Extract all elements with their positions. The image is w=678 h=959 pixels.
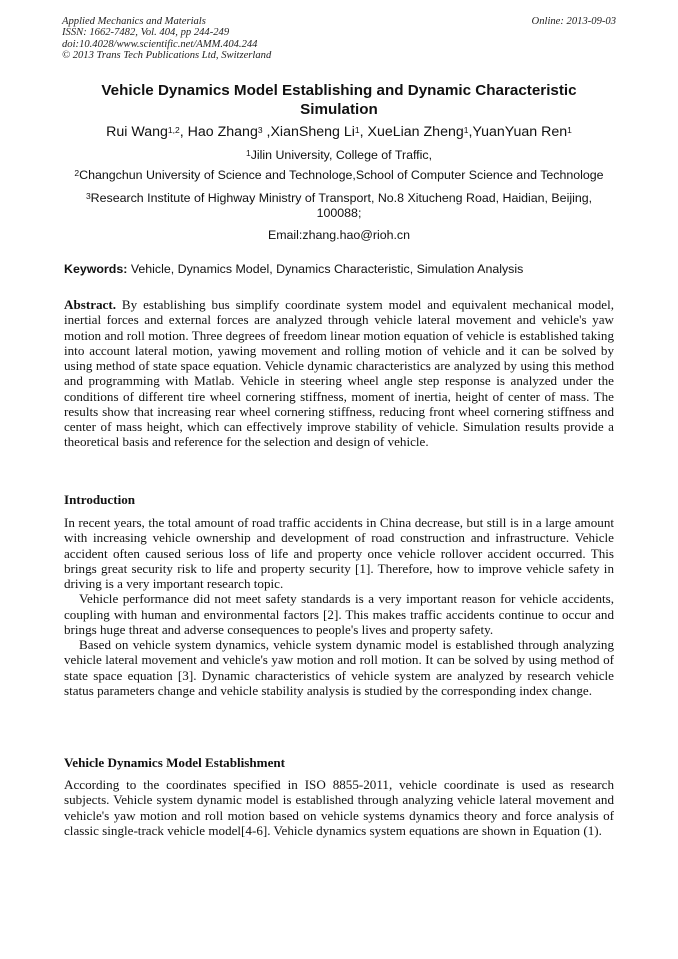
paragraph: Based on vehicle system dynamics, vehicle system dynamic model is established through analyzing vehicle lateral movement and vehicle's yaw motion and roll motion. It can be solved by using method of state space equation [3]. Dynamic characteristics of vehicle system are analyzed by research vehicle status parameters change and vehicle stability analysis is studied by the corresponding index change. xyxy=(64,637,614,698)
doi-line[interactable]: doi:10.4028/www.scientific.net/AMM.404.244 xyxy=(62,38,258,50)
author-affiliation-mark: 1 xyxy=(567,125,572,135)
author-affiliation-mark: 3 xyxy=(257,125,263,135)
abstract-label: Abstract. xyxy=(64,297,116,312)
author-affiliation-mark: 1 xyxy=(354,125,360,135)
author-affiliation-mark: 1,2 xyxy=(167,125,180,135)
affiliation-mark: 3 xyxy=(85,191,91,201)
author-separator: , xyxy=(359,124,368,140)
title-line-2: Simulation xyxy=(300,101,378,118)
affiliation-mark: 2 xyxy=(74,168,80,178)
affiliation-text: Changchun University of Science and Technologe,School of Computer Science and Technologe xyxy=(79,168,604,182)
author-list xyxy=(64,123,614,141)
author-name: XianSheng Li xyxy=(270,124,355,140)
section-heading-model: Vehicle Dynamics Model Establishment xyxy=(64,755,286,770)
affiliation-3 xyxy=(64,191,614,222)
author-separator: , xyxy=(179,124,188,140)
title-line-1: Vehicle Dynamics Model Establishing and Dynamic Characteristic xyxy=(101,82,577,99)
abstract-text: By establishing bus simplify coordinate system model and equivalent mechanical model, inertial forces and external forces are analyzed through vehicle lateral movement and vehicle's yaw motion and roll motion. Three degrees of freedom linear motion equation of vehicle is established taking into account lateral motion, yawing movement and rolling motion of vehicle and it can be solved by using method of state space equation. Vehicle dynamic characteristics are analyzed by using this method and programming with Matlab. Vehicle in steering wheel angle step response is analyzed under the conditions of different tire wheel cornering stiffness, moment of inertia, height of center of mass. The results show that increasing rear wheel cornering stiffness, reducing front wheel cornering stiffness and center of mass height, which can effectively improve stability of vehicle. Simulation results provide a theoretical basis and reference for the selection and design of vehicle. xyxy=(64,297,614,450)
author-separator: , xyxy=(468,124,473,140)
journal-header xyxy=(62,16,616,62)
paper-title xyxy=(64,81,614,119)
affiliation-text: Research Institute of Highway Ministry of Transport, No.8 Xitucheng Road, Haidian, Beijing, 100088; xyxy=(90,191,593,221)
journal-name: Applied Mechanics and Materials xyxy=(62,16,206,27)
keywords xyxy=(64,262,614,277)
model-section xyxy=(64,777,614,838)
issn-line: ISSN: 1662-7482, Vol. 404, pp 244-249 xyxy=(62,27,230,39)
author-name: YuanYuan Ren xyxy=(472,124,568,140)
introduction-section xyxy=(64,515,614,698)
keywords-label: Keywords: xyxy=(64,262,128,276)
author-name: XueLian Zheng xyxy=(367,124,464,140)
author-affiliation-mark: 1 xyxy=(463,125,469,135)
copyright-line: © 2013 Trans Tech Publications Ltd, Switzerland xyxy=(62,50,272,62)
author-separator: , xyxy=(262,124,271,140)
online-date: Online: 2013-09-03 xyxy=(531,16,616,27)
affiliation-mark: 1 xyxy=(245,148,251,158)
section-heading-introduction: Introduction xyxy=(64,492,136,507)
paragraph: According to the coordinates specified in ISO 8855-2011, vehicle coordinate is used as research subjects. Vehicle system dynamic model is established through analyzing vehicle lateral movement and vehicle's yaw motion and roll motion based on vehicle systems dynamics theory and force analysis of classic single-track vehicle model[4-6]. Vehicle dynamics system equations are shown in Equation (1). xyxy=(64,777,614,838)
affiliation-2 xyxy=(64,168,614,183)
paragraph: Vehicle performance did not meet safety standards is a very important reason for vehicle accidents, coupling with human and environmental factors [2]. This makes traffic accidents continue to occur and brings huge threat and adverse consequences to people's lives and property safety. xyxy=(64,591,614,637)
author-name: Rui Wang xyxy=(106,124,168,140)
abstract xyxy=(64,297,614,450)
contact-email[interactable]: Email:zhang.hao@rioh.cn xyxy=(267,228,411,242)
affiliation-text: Jilin University, College of Traffic, xyxy=(250,148,433,162)
keywords-text: Vehicle, Dynamics Model, Dynamics Characteristic, Simulation Analysis xyxy=(130,262,524,276)
paragraph: In recent years, the total amount of road traffic accidents in China decrease, but still is in a large amount with increasing vehicle ownership and development of road construction and infrastructure. Vehicle accident often caused serious loss of life and property once vehicle rollover accident occurred. This brings great security risk to life and property security [1]. Therefore, how to improve vehicle safety in driving is a very important research topic. xyxy=(64,515,614,591)
affiliation-1 xyxy=(64,148,614,163)
author-name: Hao Zhang xyxy=(187,124,258,140)
